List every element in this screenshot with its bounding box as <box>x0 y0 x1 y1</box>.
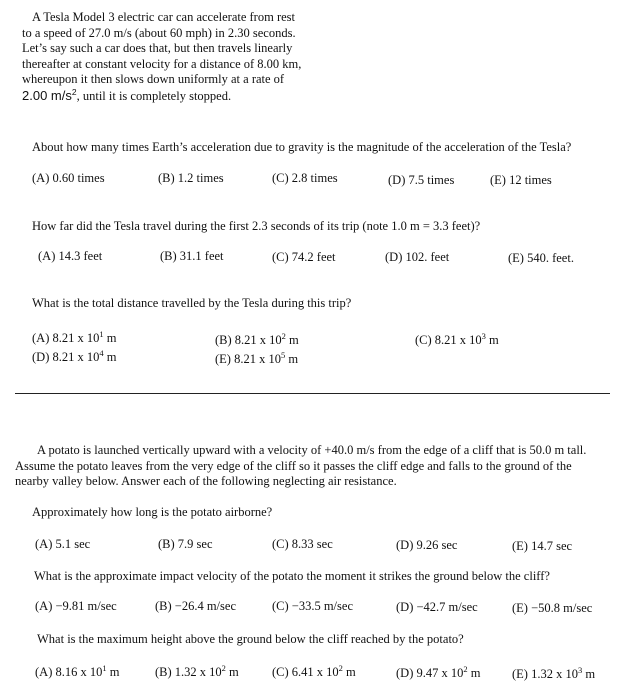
q1-option-c: (C) 2.8 times <box>272 171 338 185</box>
q6-option-c <box>272 665 356 680</box>
q1-option-d: (D) 7.5 times <box>388 173 455 187</box>
q2-option-d: (D) 102. feet <box>385 250 450 264</box>
potato-intro-paragraph <box>15 443 615 490</box>
q6-option-c-exp: 2 <box>338 663 343 673</box>
q3-option-e-unit: m <box>285 352 299 366</box>
q2-option-b: (B) 31.1 feet <box>160 249 224 263</box>
q5-option-d: (D) −42.7 m/sec <box>396 600 478 614</box>
q6-option-e-base: (E) 1.32 x 10 <box>512 667 578 681</box>
q6-option-c-unit: m <box>342 665 356 679</box>
potato-line: Assume the potato leaves from the very edge of the cliff so it passes the cliff edge and falls to the ground of the <box>15 458 572 473</box>
question-6-text: What is the maximum height above the ground below the cliff reached by the potato? <box>37 632 464 646</box>
q3-option-b-exp: 2 <box>281 331 286 341</box>
q3-option-c-unit: m <box>485 333 499 347</box>
potato-line: nearby valley below. Answer each of the following neglecting air resistance. <box>15 474 397 488</box>
intro-line-rest: , until it is completely stopped. <box>76 88 232 103</box>
q3-option-e-exp: 5 <box>280 350 286 360</box>
potato-line: A potato is launched vertically upward with a velocity of +40.0 m/s from the edge of a cliff that is 50.0 m tall. <box>37 443 587 457</box>
q3-option-a-base: (A) 8.21 x 10 <box>32 331 100 345</box>
deceleration-exponent: 2 <box>71 86 77 97</box>
q4-option-e: (E) 14.7 sec <box>512 539 573 553</box>
q6-option-a-exp: 1 <box>102 663 107 673</box>
section-divider <box>15 393 610 394</box>
q5-option-a: (A) −9.81 m/sec <box>35 599 117 613</box>
question-2-text: How far did the Tesla travel during the first 2.3 seconds of its trip (note 1.0 m = 3.3 feet)? <box>32 219 481 233</box>
question-5-text: What is the approximate impact velocity of the potato the moment it strikes the ground below the cliff? <box>34 569 550 583</box>
q6-option-b-base: (B) 1.32 x 10 <box>155 665 222 679</box>
intro-line: whereupon it then slows down uniformly at a rate of <box>22 72 285 86</box>
q6-option-b-unit: m <box>225 665 239 679</box>
q6-option-d-unit: m <box>467 666 481 680</box>
q6-option-a-unit: m <box>106 665 120 679</box>
tesla-intro-paragraph <box>22 10 352 104</box>
intro-line: Let’s say such a car does that, but then travels linearly <box>22 41 293 55</box>
q3-option-e-base: (E) 8.21 x 10 <box>215 352 281 366</box>
q6-option-b <box>155 665 239 680</box>
q3-option-d-unit: m <box>103 350 117 364</box>
q6-option-d-base: (D) 9.47 x 10 <box>396 666 464 680</box>
q3-option-c <box>415 333 499 348</box>
q2-option-c: (C) 74.2 feet <box>272 250 336 264</box>
q3-option-d <box>32 350 116 365</box>
q3-option-b-base: (B) 8.21 x 10 <box>215 333 282 347</box>
q3-option-b <box>215 333 299 348</box>
question-3-text: What is the total distance travelled by the Tesla during this trip? <box>32 296 352 310</box>
deceleration-value: 2.00 m/s <box>22 87 72 103</box>
q1-option-b: (B) 1.2 times <box>158 171 224 185</box>
q5-option-e: (E) −50.8 m/sec <box>512 601 593 615</box>
q3-option-a-unit: m <box>103 331 117 345</box>
q6-option-e-unit: m <box>582 667 596 681</box>
q3-option-e <box>215 352 298 367</box>
intro-line: to a speed of 27.0 m/s (about 60 mph) in 2.30 seconds. <box>22 25 296 40</box>
q3-option-b-unit: m <box>285 333 299 347</box>
q3-option-d-exp: 4 <box>99 348 104 358</box>
intro-line <box>22 88 352 105</box>
q5-option-c: (C) −33.5 m/sec <box>272 599 353 613</box>
q5-option-b: (B) −26.4 m/sec <box>155 599 236 613</box>
intro-line: thereafter at constant velocity for a distance of 8.00 km, <box>22 56 302 71</box>
q6-option-a <box>35 665 119 680</box>
q6-option-d-exp: 2 <box>463 664 468 674</box>
q6-option-c-base: (C) 6.41 x 10 <box>272 665 339 679</box>
intro-line: A Tesla Model 3 electric car can accelerate from rest <box>32 10 295 24</box>
q6-option-e-exp: 3 <box>577 665 583 675</box>
q4-option-a: (A) 5.1 sec <box>35 537 91 551</box>
q6-option-a-base: (A) 8.16 x 10 <box>35 665 103 679</box>
q2-option-a: (A) 14.3 feet <box>38 249 103 263</box>
q2-option-e: (E) 540. feet. <box>508 251 574 265</box>
q3-option-c-exp: 3 <box>481 331 486 341</box>
q3-option-a-exp: 1 <box>99 329 104 339</box>
q6-option-d <box>396 666 480 681</box>
q4-option-c: (C) 8.33 sec <box>272 537 333 551</box>
q3-option-c-base: (C) 8.21 x 10 <box>415 333 482 347</box>
q6-option-b-exp: 2 <box>221 663 226 673</box>
question-4-text: Approximately how long is the potato airborne? <box>32 505 273 519</box>
q1-option-a: (A) 0.60 times <box>32 171 105 185</box>
q4-option-d: (D) 9.26 sec <box>396 538 458 552</box>
q4-option-b: (B) 7.9 sec <box>158 537 213 551</box>
question-1-text: About how many times Earth’s acceleration due to gravity is the magnitude of the acceleration of the Tesla? <box>32 140 572 154</box>
q3-option-d-base: (D) 8.21 x 10 <box>32 350 100 364</box>
q1-option-e: (E) 12 times <box>490 173 552 187</box>
q6-option-e <box>512 667 595 682</box>
q3-option-a <box>32 331 116 346</box>
